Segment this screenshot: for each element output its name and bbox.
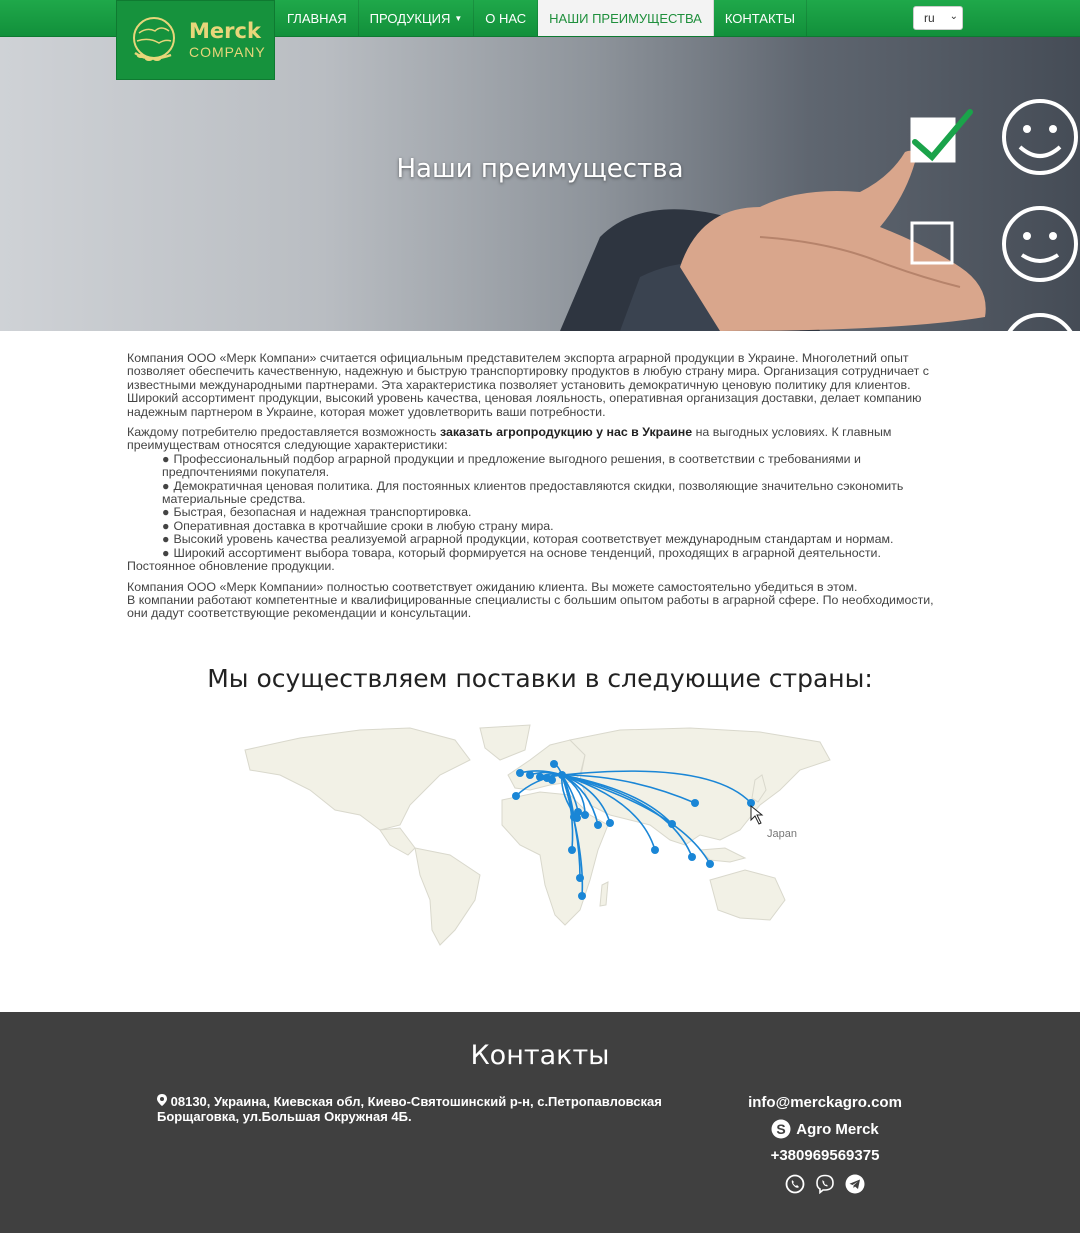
contact-column	[700, 1094, 950, 1194]
closing-line-1: Компания ООО «Мерк Компании» полностью соответствует ожиданию клиента. Вы можете самостоятельно убедиться в этом.	[127, 579, 858, 594]
nav-products[interactable]	[359, 0, 475, 36]
advantages-intro-end: на выгодных условиях. К главным преимуществам относятся следующие характеристики:	[127, 425, 892, 453]
skype-icon	[771, 1119, 791, 1139]
phone-link[interactable]: +380969569375	[770, 1147, 880, 1164]
advantages-paragraph	[127, 426, 949, 453]
nav-home-label: ГЛАВНАЯ	[287, 10, 347, 26]
hero-banner	[0, 37, 1080, 331]
advantages-text	[127, 352, 949, 628]
logo-subtitle: COMPANY	[189, 44, 266, 60]
list-item: ● Оперативная доставка в кротчайшие сроки в любую страну мира.	[162, 518, 554, 533]
globe-wheat-icon	[125, 11, 183, 69]
location-pin-icon	[157, 1094, 171, 1109]
address-text: 08130, Украина, Киевская обл, Киево-Святошинский р-н, с.Петропавловская Борщаговка, ул.Большая Окружная 4Б.	[157, 1094, 662, 1124]
list-item: ● Высокий уровень качества реализуемой аграрной продукции, которая соответствует международным стандартам и нормам.	[162, 532, 894, 547]
telegram-icon[interactable]	[845, 1174, 865, 1194]
order-link-text[interactable]: заказать агропродукцию у нас в Украине	[439, 425, 693, 440]
nav-products-label: ПРОДУКЦИЯ	[369, 10, 451, 26]
countries-title: Мы осуществляем поставки в следующие страны:	[207, 664, 873, 693]
nav-about-label: О НАС	[485, 10, 527, 26]
list-item: ● Профессиональный подбор аграрной продукции и предложение выгодного решения, в соответствии с требованиями и предпочтениями покупателя.	[162, 451, 861, 480]
skype-label: Agro Merck	[796, 1120, 879, 1138]
nav-contacts[interactable]	[714, 0, 807, 36]
list-item: ● Быстрая, безопасная и надежная транспортировка.	[162, 505, 472, 520]
logo[interactable]	[116, 0, 275, 80]
hero-title: Наши преимущества	[396, 154, 684, 184]
country-tooltip: Japan	[767, 828, 797, 840]
main-menu	[276, 0, 807, 36]
product-update-text: Постоянное обновление продукции.	[127, 559, 335, 574]
language-value: ru	[924, 11, 935, 25]
svg-text:S: S	[776, 1121, 786, 1137]
address	[157, 1094, 697, 1124]
nav-advantages[interactable]	[538, 0, 714, 36]
world-map[interactable]	[240, 720, 840, 950]
footer-title: Контакты	[470, 1040, 610, 1071]
footer	[0, 1012, 1080, 1233]
advantages-list	[127, 453, 949, 560]
continents	[245, 725, 830, 945]
logo-name: Merck	[189, 19, 261, 43]
skype-link[interactable]	[700, 1119, 950, 1139]
closing-paragraph	[127, 581, 949, 621]
intro-paragraph: Компания ООО «Мерк Компани» считается официальным представителем экспорта аграрной продукции в Украине. Многолетний опыт позволяет обеспечить качественную, надежную и быструю транспортировку продуктов в любую страну мира. Организация сотрудничает с известными международными партнерами. Эта характеристика позволяет установить демократичную ценовую политику для клиентов. Широкий ассортимент продукции, высокий уровень качества, ценовая лояльность, оперативная организация доставки, делает компанию надежным партнером в Украине, которая может удовлетворить ваши потребности.	[127, 351, 929, 419]
chevron-down-icon: ⌄	[949, 11, 958, 22]
nav-advantages-label: НАШИ ПРЕИМУЩЕСТВА	[549, 10, 702, 26]
viber-icon[interactable]	[815, 1174, 835, 1194]
advantages-intro-start: Каждому потребителю предоставляется возможность	[127, 425, 440, 440]
list-item: ● Широкий ассортимент выбора товара, который формируется на основе тенденций, проходящих в аграрной деятельности.	[162, 545, 881, 560]
closing-line-2: В компании работают компетентные и квалифицированные специалисты с большим опытом работы в аграрной сфере. По необходимости, они дадут соответствующие рекомендации и консультации.	[127, 592, 934, 621]
hero-image	[0, 37, 1080, 331]
nav-contacts-label: КОНТАКТЫ	[724, 10, 795, 26]
email-link[interactable]: info@merckagro.com	[748, 1094, 902, 1111]
caret-down-icon: ▼	[454, 13, 463, 23]
language-select[interactable]	[913, 6, 963, 30]
nav-home[interactable]	[276, 0, 359, 36]
messenger-links	[700, 1174, 950, 1194]
list-item: ● Демократичная ценовая политика. Для постоянных клиентов предоставляются скидки, позволяющие значительно сэкономить материальные средства.	[162, 478, 904, 507]
whatsapp-icon[interactable]	[785, 1174, 805, 1194]
nav-about[interactable]	[474, 0, 538, 36]
